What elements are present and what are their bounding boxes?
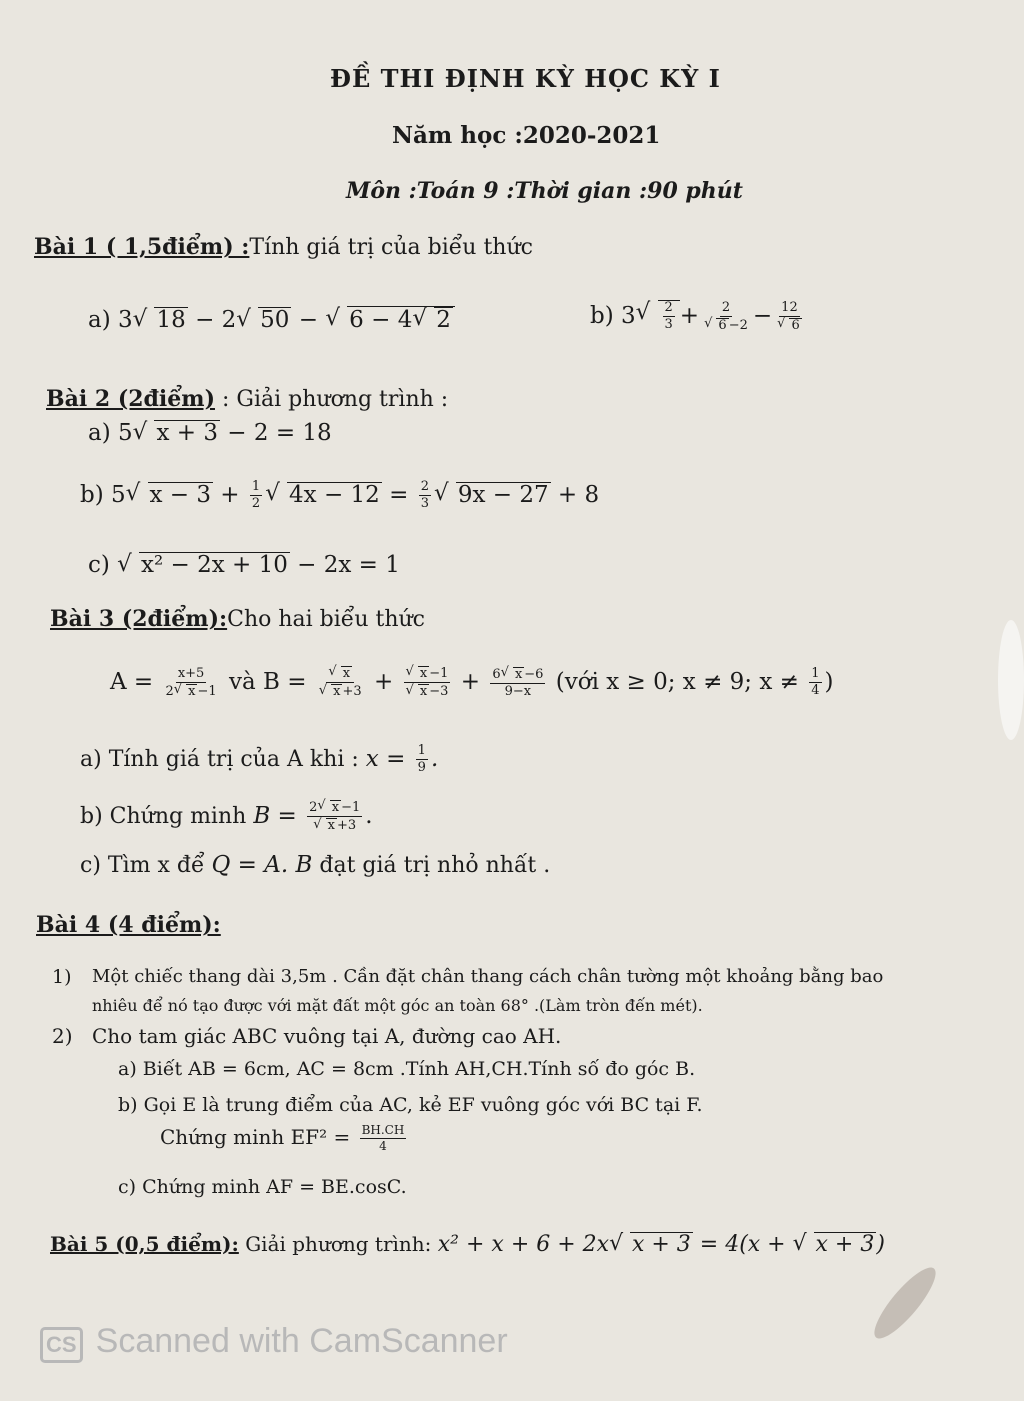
bai5-heading: Bài 5 (0,5 điểm): xyxy=(50,1232,239,1256)
bai3-c-math: Q = A. B xyxy=(211,852,313,878)
camscanner-watermark xyxy=(40,1322,508,1363)
bai4-p2-line: Cho tam giác ABC vuông tại A, đường cao AH. xyxy=(92,1024,562,1048)
bai2-a-expr: 5√ x + 3 − 2 = 18 xyxy=(118,420,332,446)
bai4-p2-num: 2) xyxy=(52,1024,73,1048)
bai2-c-label: c) xyxy=(88,552,110,578)
bai4-p1-num: 1) xyxy=(52,966,72,988)
bai2-heading: Bài 2 (2điểm) xyxy=(46,386,215,412)
exam-title: ĐỀ THI ĐỊNH KỲ HỌC KỲ I xyxy=(330,64,721,93)
bai2-a-label: a) xyxy=(88,420,111,446)
subject-line: Môn :Toán 9 :Thời gian :90 phút xyxy=(346,178,743,204)
scan-smudge xyxy=(866,1260,944,1346)
bai3-b-math: B = 2√ x −1 √ x +3 . xyxy=(253,803,372,829)
bai4-a: a) Biết AB = 6cm, AC = 8cm .Tính AH,CH.Tính số đo góc B. xyxy=(118,1058,696,1080)
school-year: Năm học :2020-2021 xyxy=(392,122,661,149)
bai1-heading-line xyxy=(34,234,533,260)
scan-glare xyxy=(998,620,1024,740)
bai4-b2 xyxy=(160,1124,409,1153)
watermark-text: Scanned with CamScanner xyxy=(95,1322,508,1360)
bai2-heading-line xyxy=(46,386,448,412)
bai1-b xyxy=(590,300,807,333)
bai3-a xyxy=(80,744,438,776)
bai3-c xyxy=(80,852,550,878)
bai1-a xyxy=(88,306,455,333)
bai5-line xyxy=(50,1232,885,1257)
bai5-equation: x² + x + 6 + 2x√ x + 3 = 4(x + √ x + 3) xyxy=(438,1232,885,1257)
bai1-b-expr: 3 √ $\frac{2}{3}$ + 2 √ 6 −2 − 12 √ 6 xyxy=(621,303,807,329)
bai3-heading-line xyxy=(50,606,425,632)
bai3-b xyxy=(80,800,373,834)
bai5-text: Giải phương trình: xyxy=(245,1232,432,1256)
bai3-a-text: a) Tính giá trị của A khi : xyxy=(80,746,359,772)
bai4-p1-line2: nhiêu để nó tạo được với mặt đất một góc an toàn 68° .(Làm tròn đến mét). xyxy=(92,996,703,1015)
bai4-b2-fraction: $\frac{BH.CH}{4}$ xyxy=(361,1123,405,1154)
bai3-a-math: x = $\frac{1}{9}$ . xyxy=(365,743,439,776)
bai2-b-expr: 5√ x − 3 + $\frac{1}{2}$ √ 4x − 12 = $\frac{2}{3}$ √ 9x − 27 + 8 xyxy=(111,482,599,508)
bai2-a xyxy=(88,420,332,446)
bai3-b-text: b) Chứng minh xyxy=(80,803,247,829)
bai1-heading: Bài 1 ( 1,5điểm) : xyxy=(34,234,250,260)
bai1-a-label: a) xyxy=(88,307,111,333)
bai2-c-expr: √ x² − 2x + 10 − 2x = 1 xyxy=(117,552,400,578)
bai4-c: c) Chứng minh AF = BE.cosC. xyxy=(118,1176,407,1198)
bai3-c-tail: đạt giá trị nhỏ nhất . xyxy=(319,853,551,878)
bai2-text: : Giải phương trình : xyxy=(221,387,449,412)
bai1-a-expr: 3√ 18 − 2√ 50 − √ 6 − 4√ 2 xyxy=(118,307,455,333)
bai3-expressions: A = $\frac{x+5}{2√ x -1}$ và B = √ x √ x +3 + √ x −1 √ x −3 + $\frac{6√ x -6}{9-x}$ (với x ≥ 0; x ≠ 9; x ≠ $\frac{1}{4}$ ) xyxy=(110,666,834,700)
bai2-b-label: b) xyxy=(80,481,104,508)
bai3-heading: Bài 3 (2điểm): xyxy=(50,606,228,632)
cs-logo: CS xyxy=(40,1327,83,1363)
bai3-c-text: c) Tìm x để xyxy=(80,853,205,878)
bai3-text: Cho hai biểu thức xyxy=(227,607,425,632)
bai4-b1: b) Gọi E là trung điểm của AC, kẻ EF vuông góc với BC tại F. xyxy=(118,1094,703,1116)
bai1-text: Tính giá trị của biểu thức xyxy=(249,235,533,260)
bai2-c xyxy=(88,552,400,578)
bai4-p1-line1: Một chiếc thang dài 3,5m . Cần đặt chân thang cách chân tường một khoảng bằng bao xyxy=(92,966,884,987)
bai4-b2-text: Chứng minh EF² = xyxy=(160,1125,351,1150)
bai2-b xyxy=(80,480,599,512)
bai4-heading: Bài 4 (4 điểm): xyxy=(36,912,221,938)
bai1-b-label: b) xyxy=(590,302,614,329)
